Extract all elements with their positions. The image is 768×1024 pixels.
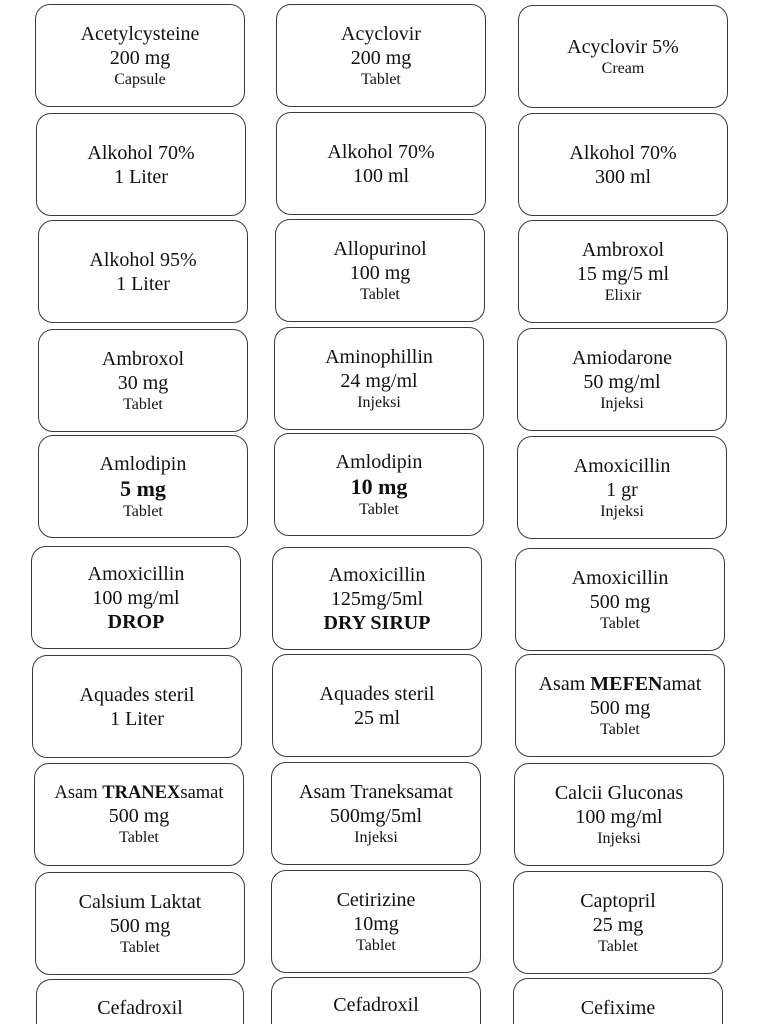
drug-label-ambroxol-30mg-tablet (38, 329, 248, 432)
drug-strength: 200 mg (109, 46, 171, 69)
drug-label-acyclovir-5pct-cream (518, 5, 728, 108)
drug-name: Cetirizine (336, 888, 416, 911)
drug-name: Amoxicillin (571, 566, 669, 589)
drug-name: Ambroxol (581, 238, 665, 261)
drug-name: Aquades steril (319, 682, 435, 705)
drug-name: Amoxicillin (87, 562, 185, 585)
drug-strength: 500 mg (109, 914, 171, 937)
drug-label-asam-traneksamat-injeksi (271, 762, 481, 865)
drug-label-amlodipin-5mg-tablet (38, 435, 248, 538)
drug-label-asam-tranexamat-500mg (34, 763, 244, 866)
drug-strength: 100 ml (352, 164, 410, 187)
drug-label-amlodipin-10mg-tablet (274, 433, 484, 536)
drug-name: Aminophillin (325, 345, 433, 368)
drug-strength: 10mg (353, 912, 399, 935)
drug-name: Amoxicillin (328, 563, 426, 586)
drug-strength: 15 mg/5 ml (576, 262, 670, 285)
drug-label-amoxicillin-drop (31, 546, 241, 649)
drug-label-acetylcysteine-200mg-capsule (35, 4, 245, 107)
drug-label-amoxicillin-1gr-injeksi (517, 436, 727, 539)
drug-strength: 100 mg (349, 261, 411, 284)
drug-strength: 1 Liter (116, 272, 170, 295)
drug-label-allopurinol-100mg-tablet (275, 219, 485, 322)
drug-form: Injeksi (600, 394, 644, 412)
drug-name-suffix: amat (662, 672, 702, 695)
drug-form: Tablet (361, 70, 401, 88)
drug-name: Amoxicillin (573, 454, 671, 477)
drug-strength: 24 mg/ml (340, 369, 418, 392)
drug-label-calcii-gluconas-injeksi (514, 763, 724, 866)
drug-name: Alkohol 70% (87, 141, 195, 164)
drug-name-prefix: Asam (54, 782, 103, 803)
drug-form: DROP (107, 610, 165, 633)
drug-label-amoxicillin-dry-sirup (272, 547, 482, 650)
drug-label-captopril-25mg (513, 871, 723, 974)
drug-name: Alkohol 95% (89, 248, 197, 271)
drug-name: Cefadroxil (333, 994, 419, 1016)
drug-strength: 50 mg/ml (583, 370, 661, 393)
drug-strength: 100 mg/ml (575, 805, 663, 828)
drug-strength: 30 mg (117, 371, 169, 394)
drug-strength: 500 mg (589, 590, 651, 613)
drug-name-emphasis: TRANEX (102, 782, 181, 803)
drug-label-aminophillin-injeksi (274, 327, 484, 430)
drug-form: Cream (601, 59, 645, 77)
drug-name: Cefadroxil (97, 997, 183, 1019)
drug-strength: 1 Liter (114, 165, 168, 188)
drug-strength: 200 mg (350, 46, 412, 69)
drug-name: Alkohol 70% (327, 140, 435, 163)
drug-label-amoxicillin-500mg-tablet (515, 548, 725, 651)
drug-label-cefixime (513, 978, 723, 1024)
drug-form: Injeksi (597, 829, 641, 847)
drug-name: Calcii Gluconas (554, 781, 684, 804)
drug-label-alkohol-70-100ml (276, 112, 486, 215)
drug-label-asam-mefenamat-500mg (515, 654, 725, 757)
drug-name: Amlodipin (99, 452, 187, 475)
drug-name: Aquades steril (79, 683, 195, 706)
drug-form: Injeksi (600, 502, 644, 520)
drug-strength: 25 mg (592, 913, 644, 936)
drug-name: Cefixime (580, 997, 656, 1019)
drug-strength: 25 ml (353, 706, 401, 729)
drug-form: Tablet (600, 720, 640, 738)
drug-name: Asam Traneksamat (299, 780, 453, 803)
drug-name: Ambroxol (101, 347, 185, 370)
drug-name (54, 782, 223, 804)
drug-label-cefadroxil-middle (271, 977, 481, 1024)
drug-name: Allopurinol (333, 237, 427, 260)
drug-label-acyclovir-200mg-tablet (276, 4, 486, 107)
drug-label-alkohol-70-1l (36, 113, 246, 216)
drug-strength: 100 mg/ml (92, 586, 180, 609)
drug-name: Captopril (580, 889, 656, 912)
drug-form: Tablet (600, 614, 640, 632)
drug-label-alkohol-95-1l (38, 220, 248, 323)
drug-form: Capsule (114, 70, 166, 88)
drug-form: Tablet (598, 937, 638, 955)
drug-form: Tablet (120, 938, 160, 956)
drug-strength: 1 Liter (110, 707, 164, 730)
drug-name: Acetylcysteine (80, 22, 200, 45)
drug-form: Tablet (356, 936, 396, 954)
drug-strength: 500 mg (589, 696, 651, 719)
drug-name-emphasis: MEFEN (590, 672, 663, 695)
drug-form: Tablet (360, 285, 400, 303)
drug-strength: 125mg/5ml (330, 587, 424, 610)
drug-label-amiodarone-injeksi (517, 328, 727, 431)
drug-label-alkohol-70-300ml (518, 113, 728, 216)
drug-name (539, 672, 702, 696)
drug-strength: 300 ml (594, 165, 652, 188)
drug-form: Tablet (123, 395, 163, 413)
drug-form: Injeksi (354, 828, 398, 846)
drug-label-aquades-steril-1l (32, 655, 242, 758)
drug-name: Amlodipin (335, 450, 423, 473)
drug-name: Acyclovir (341, 22, 421, 45)
drug-label-ambroxol-15mg-elixir (518, 220, 728, 323)
drug-label-cetirizine-10mg (271, 870, 481, 973)
drug-form: Tablet (359, 501, 399, 519)
drug-strength: 500mg/5ml (329, 804, 423, 827)
drug-name: Acyclovir 5% (567, 35, 679, 58)
drug-name: Amiodarone (572, 346, 672, 369)
drug-strength: 10 mg (350, 473, 408, 499)
drug-form: Tablet (119, 829, 159, 846)
drug-label-cefadroxil-left (36, 979, 244, 1024)
drug-label-aquades-steril-25ml (272, 654, 482, 757)
drug-strength: 1 gr (606, 478, 638, 501)
drug-strength: 5 mg (120, 475, 166, 501)
drug-form: DRY SIRUP (323, 611, 431, 634)
drug-form: Elixir (604, 286, 642, 304)
drug-strength: 500 mg (108, 805, 170, 827)
drug-name: Alkohol 70% (569, 141, 677, 164)
drug-label-calsium-laktat-500mg (35, 872, 245, 975)
drug-name-prefix: Asam (538, 672, 591, 695)
drug-form: Injeksi (357, 393, 401, 411)
drug-form: Tablet (123, 503, 163, 521)
drug-name: Calsium Laktat (78, 890, 202, 913)
drug-name-suffix: samat (180, 782, 224, 803)
